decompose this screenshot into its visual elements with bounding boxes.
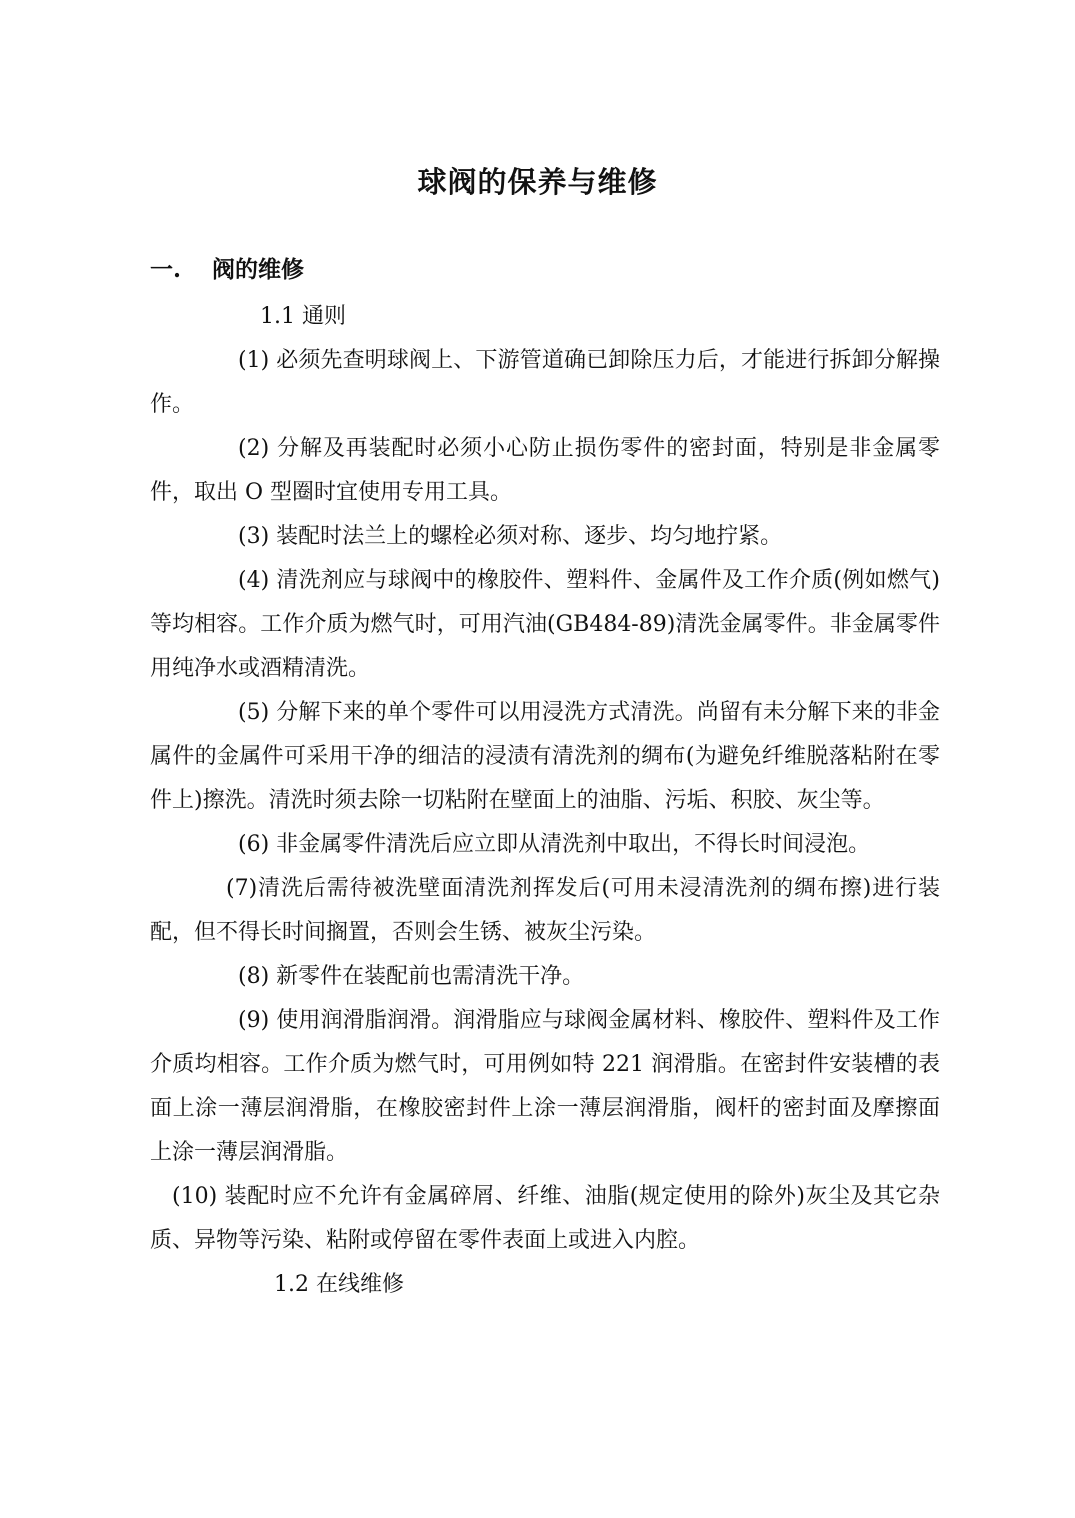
subsection-heading-general: 1.1 通则: [260, 304, 346, 329]
paragraph-item-4: (4) 清洗剂应与球阀中的橡胶件、塑料件、金属件及工作介质(例如燃气)等均相容。工作介质为燃气时，可用汽油(GB484-89)清洗金属零件。非金属零件用纯净水或酒精清洗。: [150, 568, 940, 681]
paragraph-item-2: (2) 分解及再装配时必须小心防止损伤零件的密封面，特别是非金属零件，取出 O 型圈时宜使用专用工具。: [150, 436, 940, 505]
paragraph-item-7: (7)清洗后需待被洗壁面清洗剂挥发后(可用未浸清洗剂的绸布擦)进行装配，但不得长时间搁置，否则会生锈、被灰尘污染。: [150, 876, 940, 945]
section-number: 一.: [150, 256, 182, 283]
subsection-heading-online-repair: 1.2 在线维修: [274, 1272, 404, 1297]
paragraph-item-9: (9) 使用润滑脂润滑。润滑脂应与球阀金属材料、橡胶件、塑料件及工作介质均相容。工作介质为燃气时，可用例如特 221 润滑脂。在密封件安装槽的表面上涂一薄层润滑脂，在橡胶密封件上涂一薄层润滑脂，阀杆的密封面及摩擦面上涂一薄层润滑脂。: [150, 1008, 940, 1165]
paragraph-item-8: (8) 新零件在装配前也需清洗干净。: [238, 964, 585, 989]
paragraph-item-5: (5) 分解下来的单个零件可以用浸洗方式清洗。尚留有未分解下来的非金属件的金属件可采用干净的细洁的浸渍有清洗剂的绸布(为避免纤维脱落粘附在零件上)擦洗。清洗时须去除一切粘附在壁面上的油脂、污垢、积胶、灰尘等。: [150, 700, 940, 813]
paragraph-item-10: (10) 装配时应不允许有金属碎屑、纤维、油脂(规定使用的除外)灰尘及其它杂质、异物等污染、粘附或停留在零件表面上或进入内腔。: [150, 1184, 940, 1253]
section-heading-text: 阀的维修: [212, 256, 304, 283]
paragraph-item-6: (6) 非金属零件清洗后应立即从清洗剂中取出，不得长时间浸泡。: [238, 832, 871, 857]
section-heading: [150, 250, 304, 290]
paragraph-item-1: (1) 必须先查明球阀上、下游管道确已卸除压力后，才能进行拆卸分解操作。: [150, 348, 940, 417]
document-title: 球阀的保养与维修: [417, 165, 658, 199]
document-body: [150, 295, 940, 1307]
paragraph-item-3: (3) 装配时法兰上的螺栓必须对称、逐步、均匀地拧紧。: [238, 524, 783, 549]
